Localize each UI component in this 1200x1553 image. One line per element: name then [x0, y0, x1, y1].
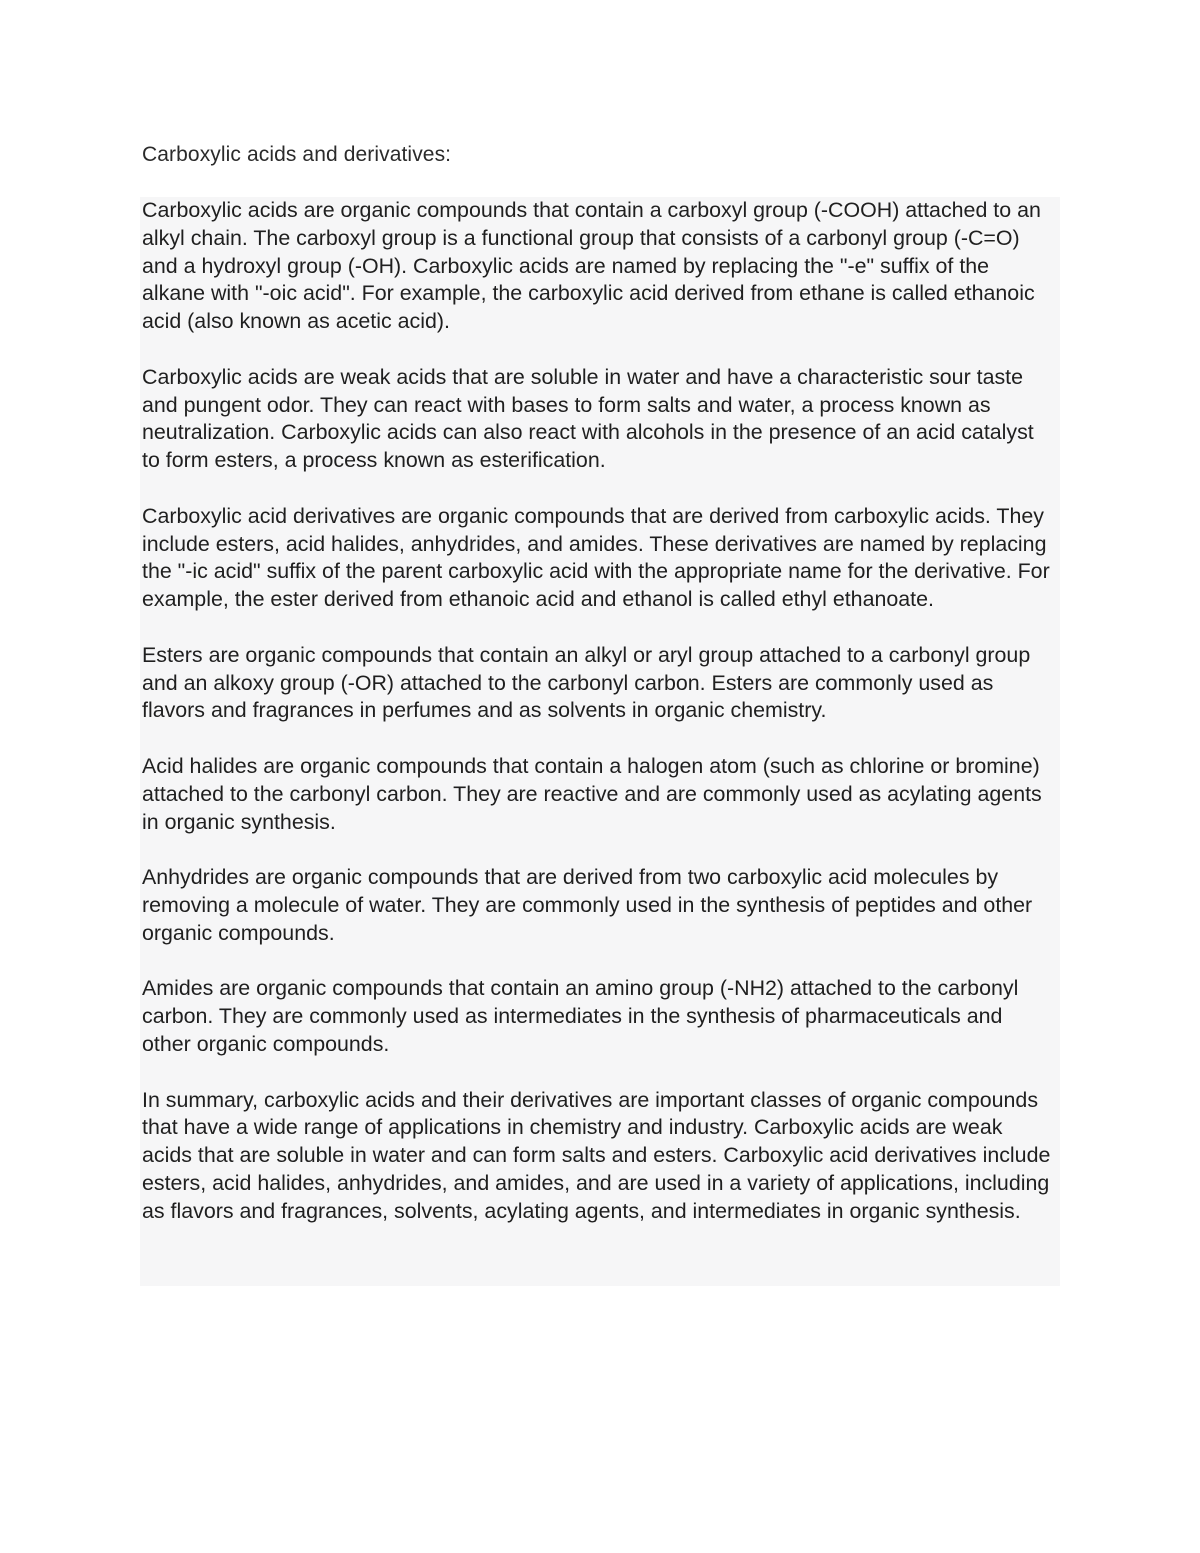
- document-title: Carboxylic acids and derivatives:: [142, 143, 452, 166]
- paragraph-anhydrides: Anhydrides are organic compounds that are derived from two carboxylic acid molecules by removing a molecule of water. They are commonly used in the synthesis of peptides and other organic compounds.: [142, 865, 1033, 945]
- paragraph-summary: In summary, carboxylic acids and their derivatives are important classes of organic compounds that have a wide range of applications in chemistry and industry. Carboxylic acids are weak acids that are soluble in water and can form salts and esters. Carboxylic acid derivatives include esters, acid halides, anhydrides, and amides, and are used in a variety of applications, including as flavors and fragrances, solvents, acylating agents, and intermediates in organic synthesis.: [142, 1087, 1051, 1223]
- document-body: [140, 197, 1060, 1286]
- paragraph-carboxylic-acids-properties: Carboxylic acids are weak acids that are soluble in water and have a characteristic sour taste and pungent odor. They can react with bases to form salts and water, a process known as neutralization. Carboxylic acids can also react with alcohols in the presence of an acid catalyst to form esters, a process known as esterification.: [142, 364, 1034, 473]
- paragraph-carboxylic-acid-derivatives: Carboxylic acid derivatives are organic compounds that are derived from carboxylic acids. They include esters, acid halides, anhydrides, and amides. These derivatives are named by replacing the "-ic acid" suffix of the parent carboxylic acid with the appropriate name for the derivative. For example, the ester derived from ethanoic acid and ethanol is called ethyl ethanoate.: [142, 503, 1050, 612]
- paragraph-acid-halides: Acid halides are organic compounds that contain a halogen atom (such as chlorine or bromine) attached to the carbonyl carbon. They are reactive and are commonly used as acylating agents in organic synthesis.: [142, 753, 1042, 834]
- paragraph-carboxylic-acids-intro: Carboxylic acids are organic compounds that contain a carboxyl group (-COOH) attached to an alkyl chain. The carboxyl group is a functional group that consists of a carbonyl group (-C=O) and a hydroxyl group (-OH). Carboxylic acids are named by replacing the "-e" suffix of the alkane with "-oic acid". For example, the carboxylic acid derived from ethane is called ethanoic acid (also known as acetic acid).: [142, 198, 1041, 334]
- paragraph-amides: Amides are organic compounds that contain an amino group (-NH2) attached to the carbonyl carbon. They are commonly used as intermediates in the synthesis of pharmaceuticals and other organic compounds.: [142, 976, 1019, 1056]
- paragraph-esters: Esters are organic compounds that contain an alkyl or aryl group attached to a carbonyl group and an alkoxy group (-OR) attached to the carbonyl carbon. Esters are commonly used as flavors and fragrances in perfumes and as solvents in organic chemistry.: [142, 642, 1031, 723]
